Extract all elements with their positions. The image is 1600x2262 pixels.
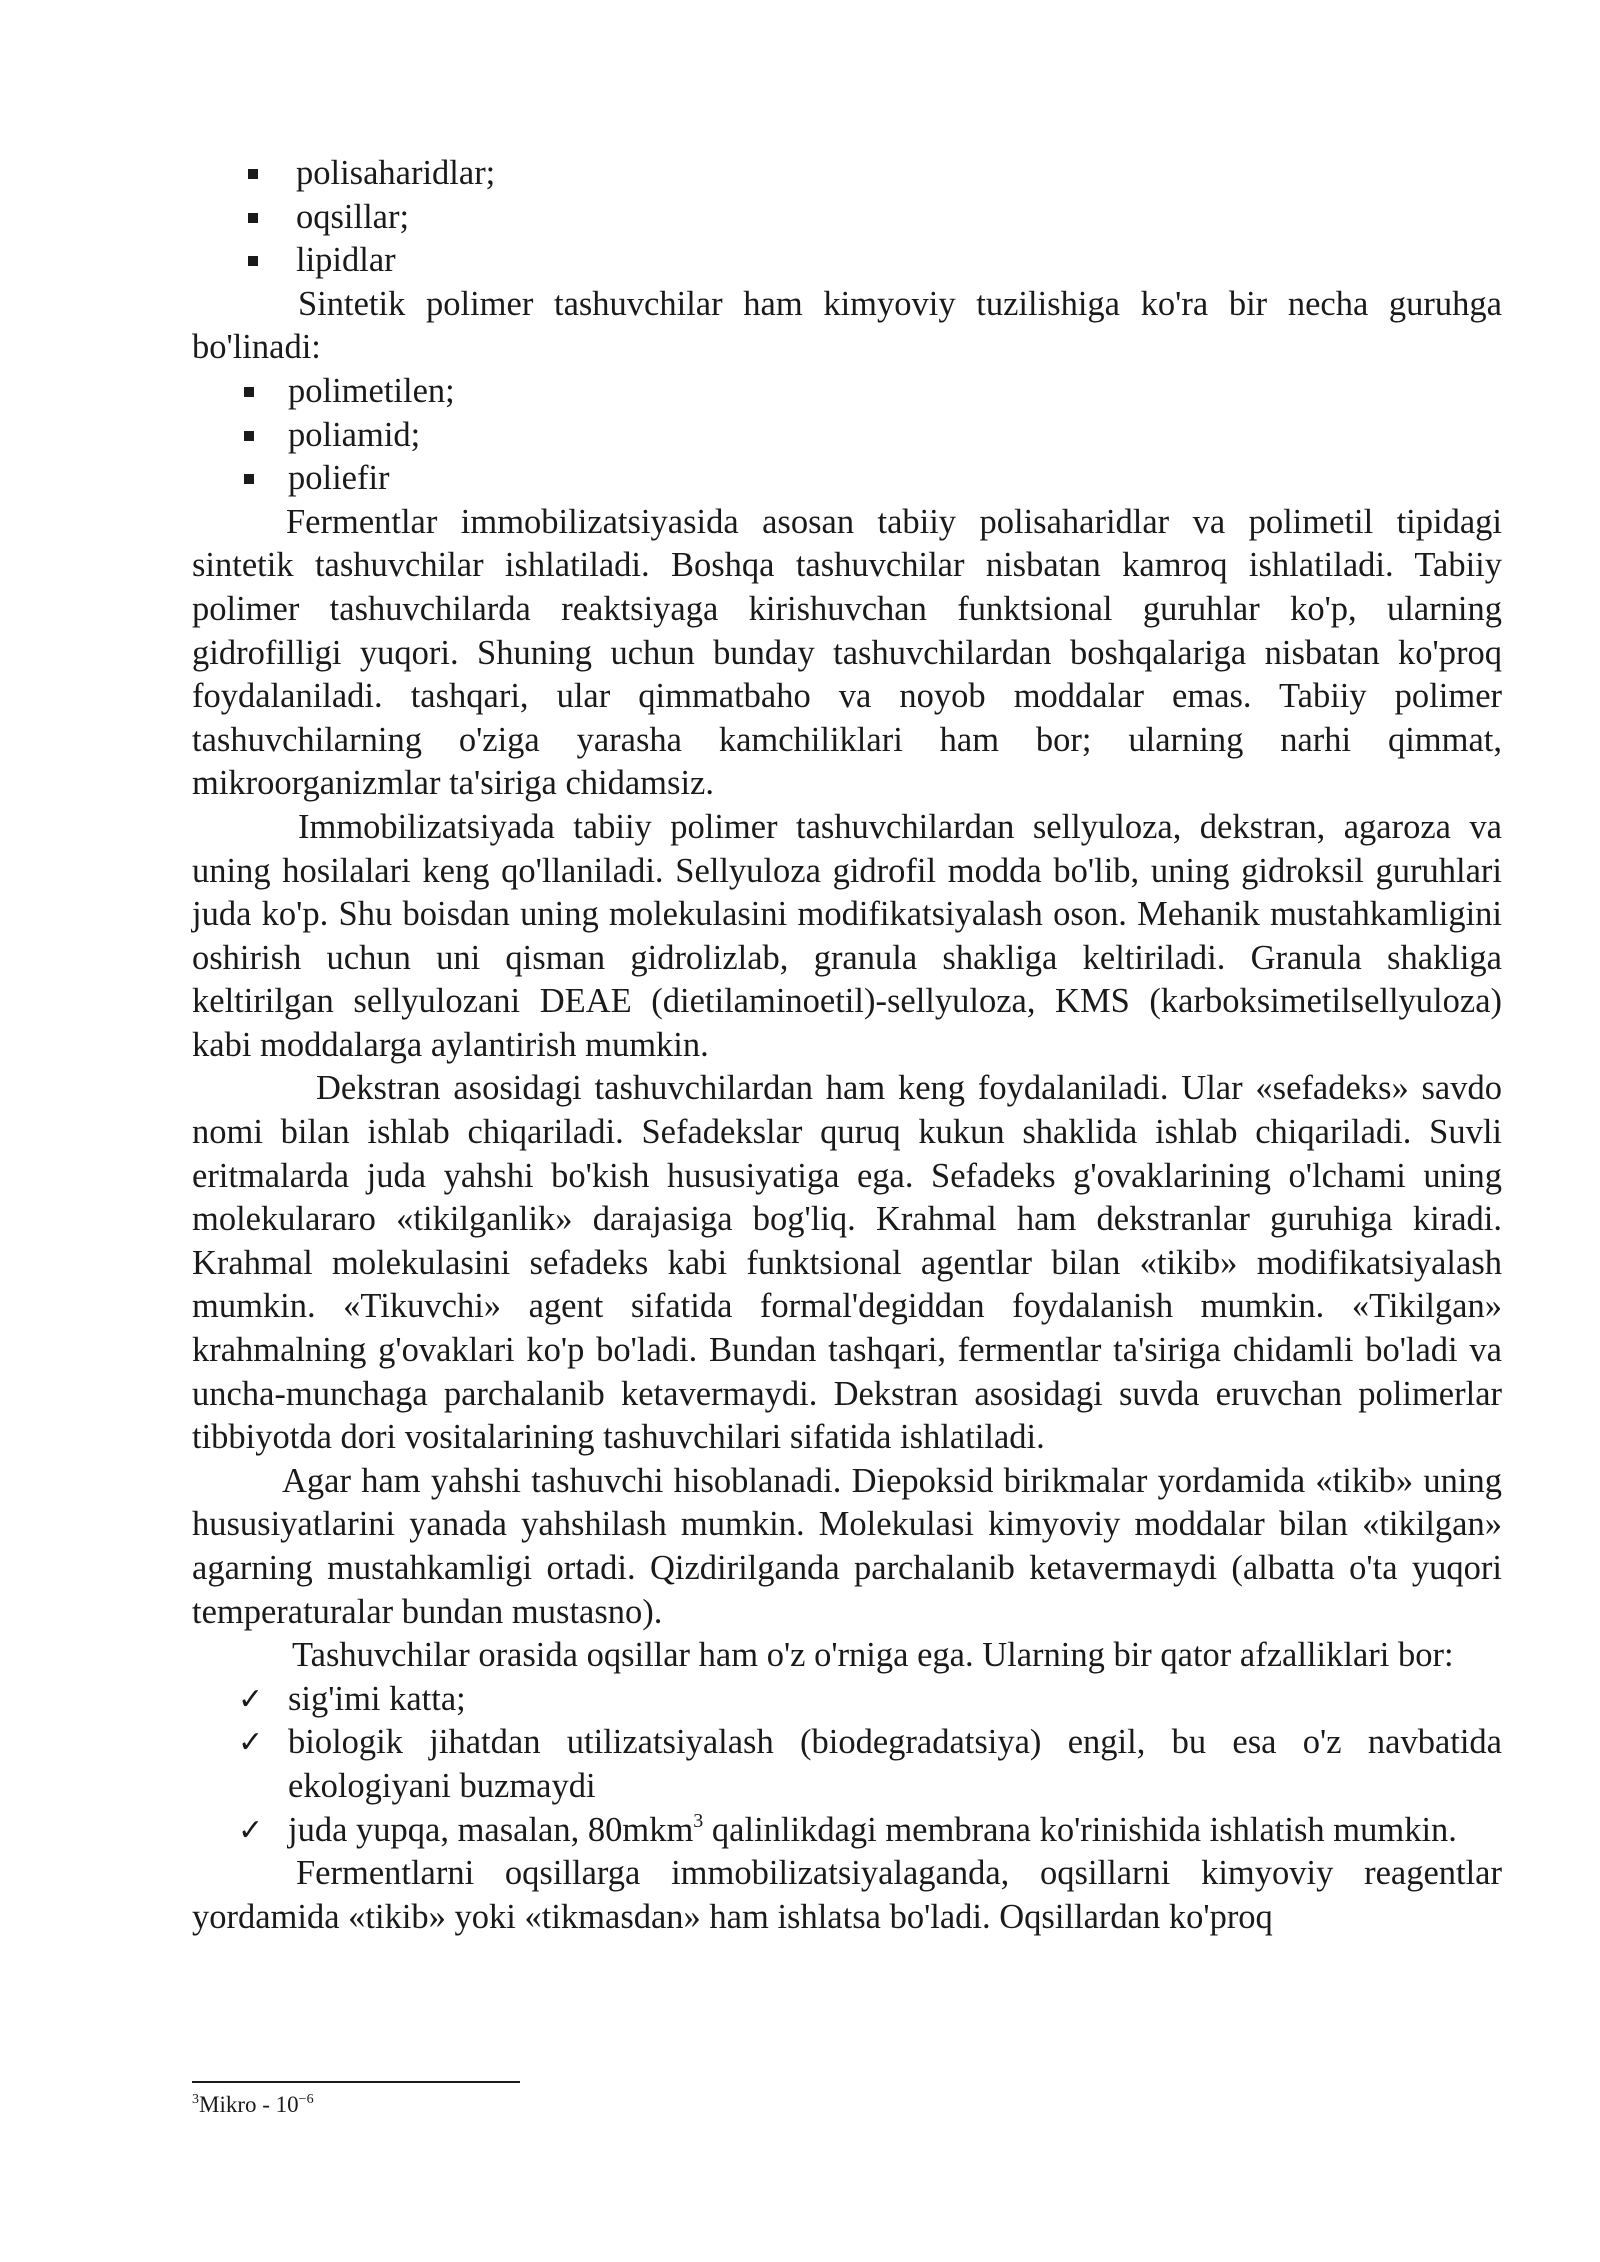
paragraph-agar: Agar ham yahshi tashuvchi hisoblanadi. Diepoksid birikmalar yordamida «tikib» uning hususiyatlarini yanada yahshilash mumkin. Molekulasi kimyoviy moddalar bilan «tikilgan» agarning mustahkamligi ortadi. Qizdirilganda parchalanib ketavermaydi (albatta o'ta yuqori temperaturalar bundan mustasno). (192, 1461, 1502, 1631)
footnote-exponent: −6 (298, 2092, 314, 2107)
paragraph-polysaccharides: Fermentlar immobilizatsiyasida asosan tabiiy polisaharidlar va polimetil tipidagi sintetik tashuvchilar ishlatiladi. Boshqa tashuvchilar nisbatan kamroq ishlatiladi. Tabiiy polimer tashuvchilarda reaktsiyaga kirishuvchan funktsional guruhlar ko'p, ularning gidrofilligi yuqori. Shuning uchun bunday tashuvchilardan boshqalariga nisbatan ko'proq foydalaniladi. tashqari, ular qimmatbaho va noyob moddalar emas. Tabiiy polimer tashuvchilarning o'ziga yarasha kamchiliklari ham bor; ularning narhi qimmat, mikroorganizmlar ta'siriga chidamsiz. (192, 502, 1502, 803)
list-item: oqsillar; (192, 196, 1502, 240)
square-bullet-icon (248, 256, 258, 266)
list-item: poliefir (192, 457, 1502, 501)
synthetic-carriers-list (192, 370, 1502, 501)
advantages-list (192, 1678, 1502, 1852)
footnote-marker: 3 (192, 2092, 199, 2107)
footnote-text: Mikro - 10 (199, 2092, 299, 2117)
square-bullet-icon (248, 169, 258, 179)
list-item: polimetilen; (192, 370, 1502, 414)
check-mark-icon: ✓ (238, 1725, 264, 1761)
list-item: poliamid; (192, 414, 1502, 458)
check-mark-icon: ✓ (238, 1812, 264, 1848)
square-bullet-icon (244, 474, 254, 484)
footnote-divider (192, 2081, 520, 2083)
footnote (192, 2090, 314, 2120)
paragraph-synthetic-intro: Sintetik polimer tashuvchilar ham kimyoviy tuzilishiga ko'ra bir necha guruhga bo'linadi: (192, 284, 1502, 367)
list-item: lipidlar (192, 239, 1502, 283)
check-mark-icon: ✓ (238, 1681, 264, 1717)
list-item: ✓ sig'imi katta; (192, 1678, 1502, 1722)
paragraph-cellulose: Immobilizatsiyada tabiiy polimer tashuvchilardan sellyuloza, dekstran, agaroza va uning hosilalari keng qo'llaniladi. Sellyuloza gidrofil modda bo'lib, uning gidroksil guruhlari juda ko'p. Shu boisdan uning molekulasini modifikatsiyalash oson. Mehanik mustahkamligini oshirish uchun uni qisman gidrolizlab, granula shakliga keltiriladi. Granula shakliga keltirilgan sellyulozani DEAE (dietilaminoetil)-sellyuloza, KMS (karboksimetilsellyuloza) kabi moddalarga aylantirish mumkin. (192, 807, 1502, 1064)
paragraph-dextran: Dekstran asosidagi tashuvchilardan ham keng foydalaniladi. Ular «sefadeks» savdo nomi bilan ishlab chiqariladi. Sefadekslar quruq kukun shaklida ishlab chiqariladi. Suvli eritmalarda juda yahshi bo'kish hususiyatiga ega. Sefadeks g'ovaklarining o'lchami uning molekulararo «tikilganlik» darajasiga bog'liq. Krahmal ham dekstranlar guruhiga kiradi. Krahmal molekulasini sefadeks kabi funktsional agentlar bilan «tikib» modifikatsiyalash mumkin. «Tikuvchi» agent sifatida formal'degiddan foydalanish mumkin. «Tikilgan» krahmalning g'ovaklari ko'p bo'ladi. Bundan tashqari, fermentlar ta'siriga chidamli bo'ladi va uncha-munchaga parchalanib ketavermaydi. Dekstran asosidagi suvda eruvchan polimerlar tibbiyotda dori vositalarining tashuvchilari sifatida ishlatiladi. (192, 1069, 1502, 1457)
square-bullet-icon (244, 387, 254, 397)
list-item: ✓ juda yupqa, masalan, 80mkm$^3$ qalinlikdagi membrana ko'rinishida ishlatish mumkin. (192, 1809, 1502, 1853)
footnote-reference: 3 (693, 1809, 704, 1832)
natural-carriers-list (192, 152, 1502, 283)
square-bullet-icon (244, 431, 254, 441)
square-bullet-icon (248, 213, 258, 223)
paragraph-proteins-intro: Tashuvchilar orasida oqsillar ham o'z o'rniga ega. Ularning bir qator afzalliklari bor: (292, 1636, 1454, 1675)
document-page (192, 152, 1502, 1939)
list-item: polisaharidlar; (192, 152, 1502, 196)
paragraph-protein-immobilization: Fermentlarni oqsillarga immobilizatsiyalaganda, oqsillarni kimyoviy reagentlar yordamida «tikib» yoki «tikmasdan» ham ishlatsa bo'ladi. Oqsillardan ko'proq (192, 1854, 1502, 1936)
list-item: ✓ biologik jihatdan utilizatsiyalash (biodegradatsiya) engil, bu esa o'z navbatida ekologiyani buzmaydi (238, 1723, 1502, 1805)
